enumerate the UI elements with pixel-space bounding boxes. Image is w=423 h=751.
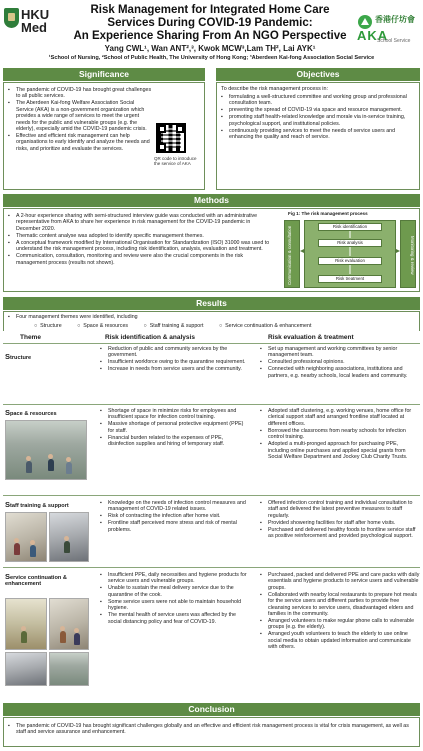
hku-logo-text: HKU Med	[21, 7, 50, 35]
treatment-item: ▪ Consulted professional opinions.	[258, 359, 420, 365]
objectives-heading: Objectives	[216, 68, 420, 81]
row-theme-staff: Staff training & support	[5, 500, 69, 509]
treatment-item: ▪ Collaborated with nearby local restaurants to prepare hot meals for the service users and different parties to provide free cleansing services to service users, disadvantaged elders and families in the community.	[258, 592, 420, 618]
photo-staff-2	[49, 512, 89, 562]
analysis-item: ▪ Shortage of space in minimize risks for employees and insufficient space for infection control training.	[98, 408, 248, 421]
aka-subtitle: School Service	[377, 38, 411, 44]
objective-item: ▪ promoting staff health-related knowledge and morale via in-service training, psychological support, and institutional policies.	[219, 114, 417, 127]
theme-structure: ○ Structure	[34, 323, 62, 329]
significance-item: ▪ Effective and efficient risk management can help organisations to early identify and analyze the needs and risks, and prioritize and evaluate the services.	[6, 133, 152, 152]
results-intro-box	[3, 311, 420, 331]
objectives-list	[219, 94, 417, 141]
aka-wordmark: AKA	[357, 28, 389, 43]
column-analysis: Risk identification & analysis	[105, 334, 195, 341]
theme-staff: ○ Staff training & support	[143, 323, 204, 329]
method-item: ▪ A conceptual framework modified by International Organisation for Standardization (ISO) 31000 was used to understand the risk management process, including risk identification, analysis, evaluation and treatment.	[6, 240, 274, 253]
service-treatment-list	[258, 572, 420, 651]
row-theme-structure: Structure	[5, 352, 32, 361]
analysis-item: ▪ Reduction of public and community services by the government.	[98, 346, 248, 359]
staff-analysis-list	[98, 500, 248, 534]
significance-box	[3, 82, 205, 190]
structure-analysis-list	[98, 346, 248, 373]
objective-item: ▪ preventing the spread of COVID-19 via space and resource management.	[219, 107, 417, 113]
space-analysis-list	[98, 408, 248, 448]
photo-staff-1	[5, 512, 47, 562]
treatment-item: ▪ Set up management and working committees by senior management team.	[258, 346, 420, 359]
photo-service-4	[49, 652, 89, 686]
treatment-item: ▪ Provided showering facilities for staff after home visits.	[258, 520, 420, 526]
photo-service-3	[5, 652, 47, 686]
space-treatment-list	[258, 408, 420, 461]
photo-service-1	[5, 598, 47, 650]
column-theme: Theme	[20, 334, 41, 341]
themes-row	[34, 323, 325, 329]
methods-list	[6, 213, 274, 267]
treatment-item: ▪ Adopted staff clustering, e.g. working venues, home office for clerical support staff and arranged frontline staff located at different offices.	[258, 408, 420, 427]
analysis-item: ▪ Risk of contracting the infection after home visit.	[98, 513, 248, 519]
authors: Yang CWL¹, Wan ANT²,³, Kwok MCW³,Lam TH², Lai AYK¹	[104, 44, 316, 53]
analysis-item: ▪ Some service users were not able to maintain household hygiene.	[98, 599, 248, 612]
qr-caption: QR code to introduce the service of AKA	[154, 156, 197, 166]
treatment-item: ▪ Offered infection control training and individual consultation to staff and delivered the latest preventive measures to staff regularly.	[258, 500, 420, 519]
method-item: ▪ Communication, consultation, monitoring and review were also the crucial components in the risk management process (results not shown).	[6, 253, 274, 266]
aka-chinese-name: 香港仔坊會	[375, 15, 415, 24]
structure-treatment-list	[258, 346, 420, 380]
analysis-item: ▪ Increase in needs from service users and the community.	[98, 366, 248, 372]
method-item: ▪ Thematic content analyse was adopted to identify specific management themes.	[6, 233, 274, 239]
step-risk-identification: Risk identification	[318, 223, 382, 231]
photo-space-resources	[5, 420, 87, 480]
objectives-box	[216, 82, 420, 190]
hku-crest-icon	[4, 8, 19, 28]
column-treatment: Risk evaluation & treatment	[268, 334, 354, 341]
significance-heading: Significance	[3, 68, 205, 81]
poster-title	[60, 4, 360, 43]
analysis-item: ▪ Financial burden related to the expenses of PPE, disinfection supplies and hiring of temporary staff.	[98, 435, 248, 448]
treatment-item: ▪ Adopted a multi-pronged approach for purchasing PPE, including online purchases and applied special grants from Social Welfare Department and Jockey Club Charity Trusts.	[258, 441, 420, 460]
results-heading: Results	[3, 297, 420, 310]
affiliations: ¹School of Nursing, ²School of Public Health, The University of Hong Kong; ³Aberdeen Kai-fong Association Social Service	[48, 55, 375, 61]
treatment-item: ▪ Connected with neighboring associations, institutions and partners, e.g. nearby schools, local leaders and community.	[258, 366, 420, 379]
aka-logo	[357, 14, 415, 46]
analysis-item: ▪ Unable to sustain the meal delivery service due to the quarantine of the cook.	[98, 585, 248, 598]
conclusion-box	[3, 717, 420, 747]
step-risk-treatment: Risk treatment	[318, 275, 382, 283]
qr-code-icon[interactable]	[156, 123, 186, 153]
treatment-item: ▪ Arranged youth volunteers to teach the elderly to use online social media to obtain updated information and communicate with others.	[258, 631, 420, 650]
communication-bar: Communication & consultation	[284, 220, 300, 288]
theme-service: ○ Service continuation & enhancement	[218, 323, 312, 329]
objective-item: ▪ continuously providing services to meet the needs of service users and enhancing the quality and reach of service.	[219, 128, 417, 141]
analysis-item: ▪ Massive shortage of personal protective equipment (PPE) for staff.	[98, 421, 248, 434]
methods-box	[3, 208, 420, 292]
objective-item: ▪ formulating a well-structured committee and working group and professional consultation team.	[219, 94, 417, 107]
significance-item: ▪ The pandemic of COVID-19 has brought great challenges to all public services.	[6, 87, 152, 100]
step-risk-analysis: Risk analysis	[318, 239, 382, 247]
treatment-item: ▪ Purchased and delivered healthy foods to frontline service staff as positive reinforcement and provided psychological support.	[258, 527, 420, 540]
title-line-1: Risk Management for Integrated Home Care	[90, 4, 330, 16]
analysis-item: ▪ Knowledge on the needs of infection control measures and management of COVID-19 related issues.	[98, 500, 248, 513]
method-item: ▪ A 2-hour experience sharing with semi-structured interview guide was conducted with an administrative representative from AKA to share her experience in risk management for the COVID-19 pandemic in December 2020.	[6, 213, 274, 232]
conclusion-heading: Conclusion	[3, 703, 420, 716]
service-analysis-list	[98, 572, 248, 626]
title-line-2: Services During COVID-19 Pandemic:	[107, 17, 313, 29]
photo-service-2	[49, 598, 89, 650]
results-intro: ▪ Four management themes were identified, including	[6, 314, 306, 320]
methods-heading: Methods	[3, 194, 420, 207]
risk-process-figure	[282, 211, 418, 291]
significance-item: ▪ The Aberdeen Kai-fong Welfare Association Social Service (AKA) is a non-government organization which provides a wide range of services to meet the urgent needs for the public and vulnerable groups (e.g. the elderly), especially amid the COVID-19 pandemic crisis.	[6, 100, 152, 132]
analysis-item: ▪ Insufficient PPE, daily necessities and hygiene products for service users and vulnerable groups.	[98, 572, 248, 585]
title-line-3: An Experience Sharing From An NGO Perspective	[73, 30, 347, 42]
conclusion-text: ▪ The pandemic of COVID-19 has brought significant challenges globally and an effective and efficient risk management process is vital for crisis management, as well as staff and service assurance and enhancement.	[6, 723, 416, 736]
treatment-item: ▪ Borrowed the classrooms from nearby schools for infection control training.	[258, 428, 420, 441]
analysis-item: ▪ The mental health of service users was affected by the social distancing policy and fear of COVID-19.	[98, 612, 248, 625]
row-theme-service: Service continuation & enhancement	[5, 572, 67, 587]
table-divider	[3, 343, 420, 344]
figure-caption: Fig 1: The risk management process	[288, 211, 368, 216]
monitoring-bar: Monitoring & review	[400, 220, 416, 288]
staff-treatment-list	[258, 500, 420, 540]
row-theme-space: Space & resources	[5, 408, 57, 417]
analysis-item: ▪ Insufficient workforce owing to the quarantine requirement.	[98, 359, 248, 365]
hku-med-logo	[4, 8, 56, 52]
step-risk-evaluation: Risk evaluation	[318, 257, 382, 265]
analysis-item: ▪ Frontline staff perceived more stress and risk of mental problems.	[98, 520, 248, 533]
treatment-item: ▪ Arranged volunteers to make regular phone calls to vulnerable groups (e.g. the elderly).	[258, 618, 420, 631]
significance-list	[6, 87, 152, 153]
treatment-item: ▪ Purchased, packed and delivered PPE and care packs with daily essentials and hygiene products to service users and vulnerable groups.	[258, 572, 420, 591]
objectives-intro: To describe the risk management process in:	[221, 86, 328, 92]
figure-arrows	[282, 211, 418, 291]
theme-space: ○ Space & resources	[77, 323, 129, 329]
